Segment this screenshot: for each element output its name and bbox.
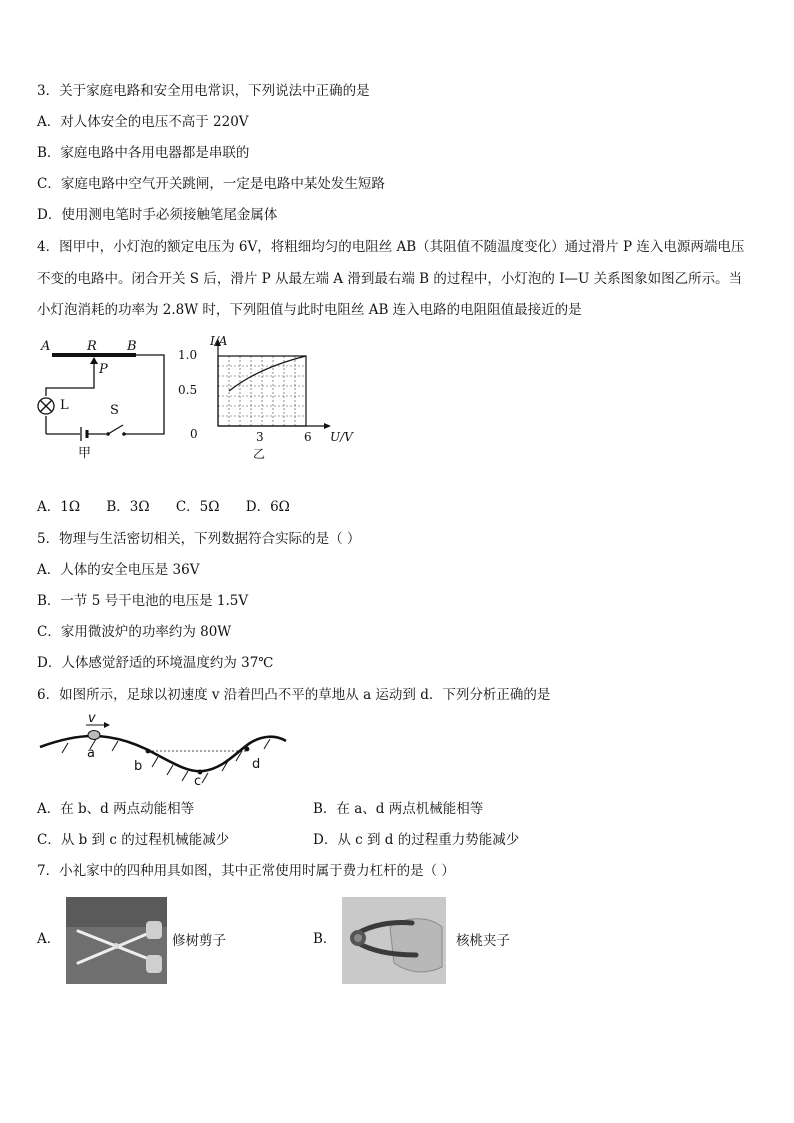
q4-stem-line-2: 不变的电路中。闭合开关 S 后，滑片 P 从最左端 A 滑到最右端 B 的过程中，小灯泡的 I—U 关系图象如图乙所示。当 (37, 271, 743, 287)
label-b-point: b (134, 759, 143, 774)
q3-option-b: B．家庭电路中各用电器都是串联的 (37, 145, 250, 161)
q7-option-b-letter: B． (313, 931, 337, 947)
q4-options (37, 497, 312, 517)
q7-option-b-label: 核桃夹子 (456, 933, 510, 949)
terrain-curve (40, 736, 286, 771)
origin-label: 0 (190, 427, 198, 441)
nutcracker-photo (342, 897, 446, 984)
label-c-point: c (194, 774, 202, 789)
q6-option-d: D．从 c 到 d 的过程重力势能减少 (313, 832, 520, 848)
y-tick-05: 0.5 (178, 383, 198, 397)
battery-icon (81, 427, 87, 441)
q4-stem-line-3: 小灯泡消耗的功率为 2.8W 时，下列阻值与此时电阻丝 AB 连入电路的电阻阻值最接近的是 (37, 302, 582, 318)
ball-terrain-figure (38, 711, 290, 791)
q7-option-a-label: 修树剪子 (172, 933, 226, 949)
q4-option-a: A．1Ω (37, 499, 81, 515)
q5-option-b: B．一节 5 号干电池的电压是 1.5V (37, 593, 249, 609)
q6-option-c: C．从 b 到 c 的过程机械能减少 (37, 832, 230, 848)
q4-option-d: D．6Ω (245, 499, 290, 515)
label-r: R (87, 339, 97, 354)
label-p: P (99, 362, 108, 377)
switch-icon (106, 425, 126, 436)
x-axis-label: U/V (330, 430, 353, 444)
graph-caption: 乙 (253, 447, 266, 461)
circuit-caption: 甲 (78, 446, 92, 461)
q6-option-b: B．在 a、d 两点机械能相等 (313, 801, 484, 817)
ball-icon (88, 731, 100, 740)
label-b: B (127, 339, 137, 354)
pruning-shears-photo (66, 897, 167, 984)
q6-option-a: A．在 b、d 两点动能相等 (37, 801, 195, 817)
q4-option-b: B．3Ω (106, 499, 150, 515)
label-s: S (110, 403, 119, 418)
lamp-icon (38, 398, 54, 414)
q7-option-a-letter: A． (37, 931, 61, 947)
y-tick-1: 1.0 (178, 348, 198, 362)
y-axis-label: I/A (210, 334, 228, 348)
q4-stem-line-1: 4．图甲中，小灯泡的额定电压为 6V，将粗细均匀的电阻丝 AB（其阻值不随温度变化）通过滑片 P 连入电源两端电压 (37, 239, 745, 255)
circuit-diagram (32, 336, 172, 466)
q3-option-d: D．使用测电笔时手必须接触笔尾金属体 (37, 207, 278, 223)
label-d-point: d (252, 757, 261, 772)
q5-stem: 5．物理与生活密切相关，下列数据符合实际的是（ ） (37, 531, 361, 547)
q7-stem: 7．小礼家中的四种用具如图，其中正常使用时属于费力杠杆的是（ ） (37, 863, 455, 879)
label-v: v (88, 711, 96, 726)
x-tick-3: 3 (256, 430, 264, 444)
label-l: L (60, 398, 69, 413)
q3-stem: 3．关于家庭电路和安全用电常识，下列说法中正确的是 (37, 83, 370, 99)
q4-option-c: C．5Ω (175, 499, 220, 515)
q6-stem: 6．如图所示，足球以初速度 v 沿着凹凸不平的草地从 a 运动到 d．下列分析正确的是 (37, 687, 551, 703)
q5-option-a: A．人体的安全电压是 36V (37, 562, 200, 578)
x-tick-6: 6 (304, 430, 312, 444)
q5-option-d: D．人体感觉舒适的环境温度约为 37℃ (37, 655, 274, 671)
label-a: A (41, 339, 51, 354)
q5-option-c: C．家用微波炉的功率约为 80W (37, 624, 232, 640)
label-a-point: a (87, 746, 95, 761)
q3-option-c: C．家庭电路中空气开关跳闸，一定是电路中某处发生短路 (37, 176, 385, 192)
q3-option-a: A．对人体安全的电压不高于 220V (37, 114, 249, 130)
